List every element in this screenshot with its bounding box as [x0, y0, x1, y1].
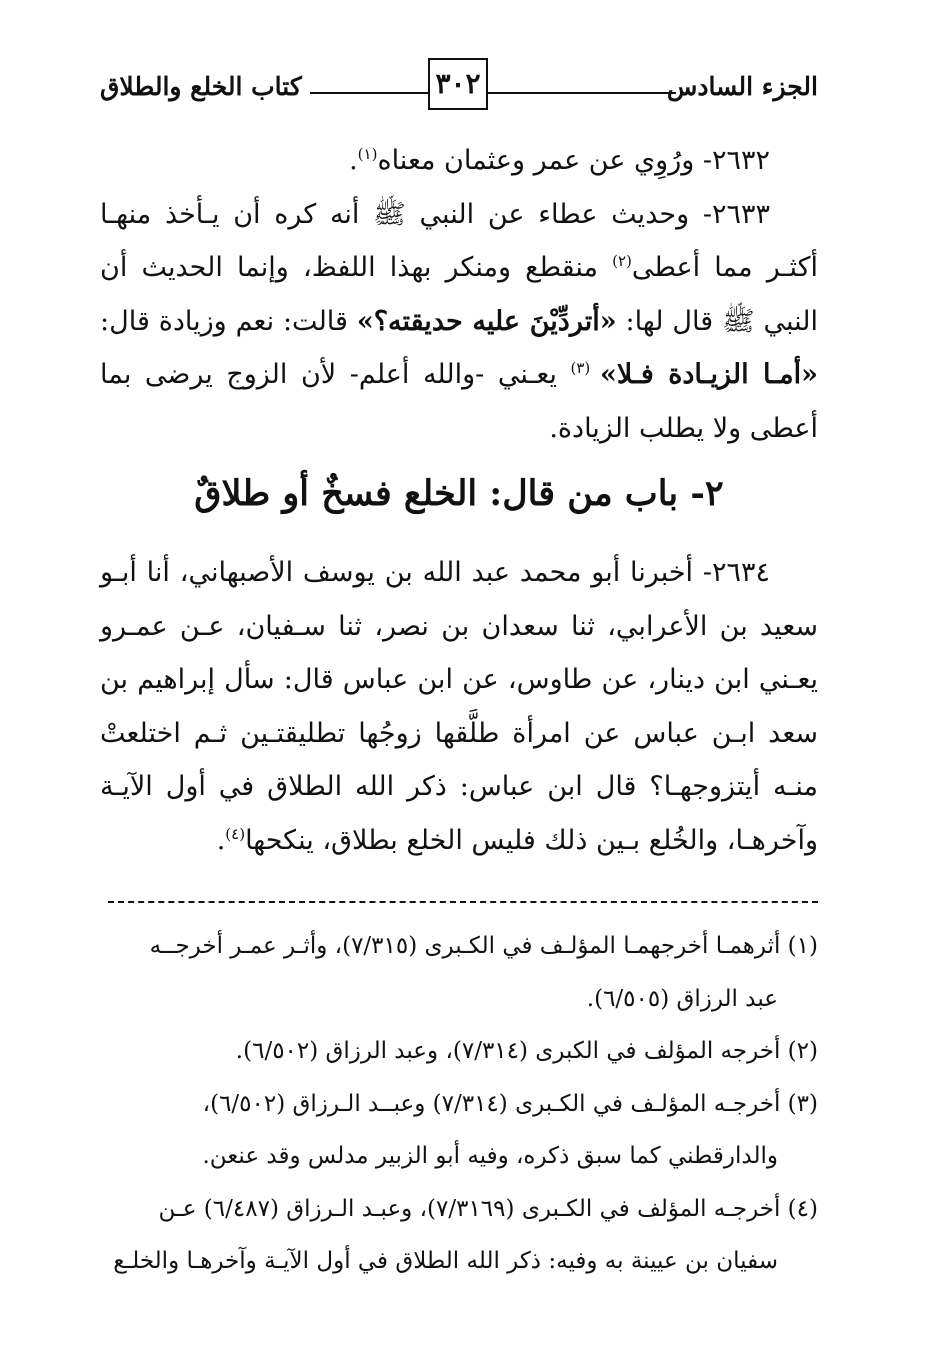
footnotes: [100, 920, 818, 1288]
prophet-quote: «أمـا الزيـادة فـلا»: [600, 359, 819, 390]
main-text-bottom: [100, 546, 818, 867]
footnote-2: (٢) أخرجه المؤلف في الكبرى (٧/٣١٤)، وعبد الرزاق (٦/٥٠٢).: [235, 1038, 818, 1064]
header-rule-left: [310, 92, 428, 94]
footnote-ref: (٣): [570, 359, 601, 377]
footnote-3: (٣) أخرجـه المؤلـف في الكـبرى (٧/٣١٤) وعبــد الـرزاق (٦/٥٠٢)، والدارقطني كما سبق ذكره، وفيه أبو الزبير مدلس وقد عنعن.: [202, 1090, 818, 1169]
footnote-4: (٤) أخرجـه المؤلف في الكـبرى (٧/٣١٦٩)، وعبـد الـرزاق (٦/٤٨٧) عـن سفيان بن عيينة به وفيه: ذكر الله الطلاق في أول الآيـة وآخرهـا والخلـع: [113, 1195, 818, 1274]
hadith-2632: ٢٦٣٢- ورُوِي عن عمر وعثمان معناه$^{(١)}$.: [349, 145, 770, 176]
footnote-ref: (٢): [612, 252, 632, 270]
hadith-2633: ٢٦٣٣- وحديث عطاء عن النبي ﷺ أنه كره أن يـأخذ منهـا أكثـر مما أعطى$^{(٢)}$ منقطع ومنكر بهذا اللفظ، وإنما الحديث أن النبي ﷺ قال لها: «أتردِّيْنَ عليه حديقته؟» قالت: نعم وزيادة قال: «أمـا الزيـادة فـلا» $^{(٣)}$ يعـني -والله أعلم- لأن الزوج يرضى بما أعطى ولا يطلب الزيادة.: [100, 198, 819, 444]
footnote-ref: (٤): [225, 824, 246, 843]
page-number: ٣٠٢: [428, 58, 488, 110]
chapter-heading: ٢- باب من قال: الخلع فسخٌ أو طلاقٌ: [194, 473, 724, 514]
prophet-quote: «أتردِّيْنَ عليه حديقته؟»: [356, 305, 617, 337]
book-title: كتاب الخلع والطلاق: [100, 72, 302, 101]
volume-label: الجزء السادس: [666, 72, 818, 101]
footnote-separator: [108, 901, 818, 903]
footnote-1: (١) أثرهمـا أخرجهمـا المؤلـف في الكـبرى (٧/٣١٥)، وأثـر عمـر أخرجــه عبد الرزاق (٦/٥٠٥).: [149, 933, 818, 1012]
running-header: [100, 58, 818, 110]
header-rule-right: [488, 92, 676, 94]
main-text-top: [100, 134, 818, 455]
footnote-ref: (١): [357, 145, 378, 163]
hadith-2634: ٢٦٣٤- أخبرنا أبو محمد عبد الله بن يوسف الأصبهاني، أنا أبـو سعيد بن الأعرابي، ثنا سعدان بن نصر، ثنا سـفيان، عـن عمـرو يعـني ابن دينار، عن طاوس، عن ابن عباس قال: سأل إبراهيم بن سعد ابـن عباس عن امرأة طلَّقها زوجُها تطليقتـين ثـم اختلعتْ منـه أيتزوجهـا؟ قال ابن عباس: ذكر الله الطلاق في أول الآيـة وآخرهـا، والخُلع بـين ذلك فليس الخلع بطلاق، ينكحها$^{(٤)}$.: [100, 557, 818, 856]
